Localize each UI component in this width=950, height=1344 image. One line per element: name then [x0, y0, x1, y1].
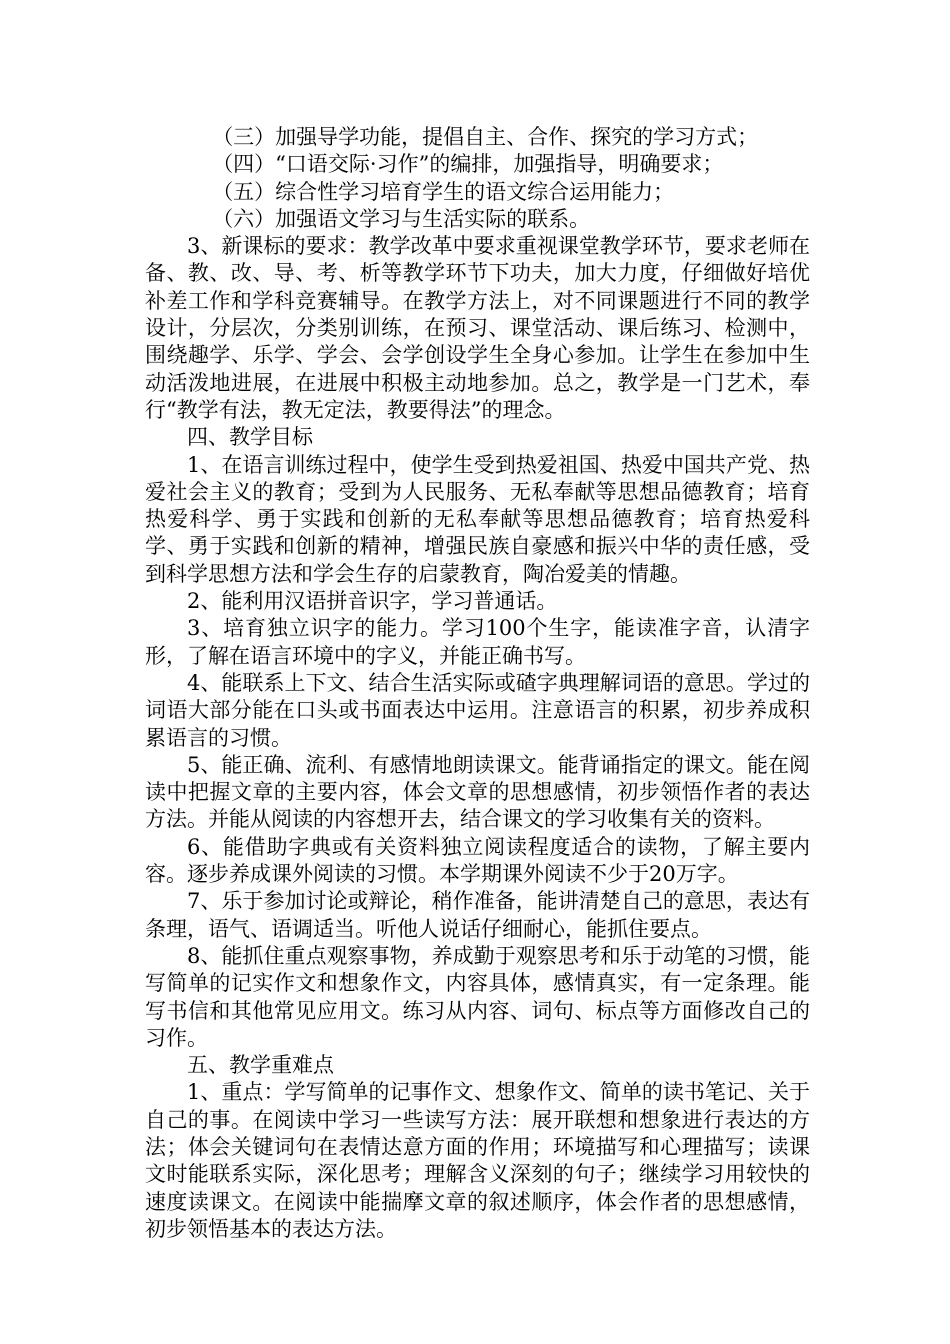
- goal-item-3: 3、培育独立识字的能力。学习100个生字，能读准字音，认清字形，了解在语言环境中的字义，并能正确书写。: [145, 616, 810, 668]
- goal-item-6: 6、能借助字典或有关资料独立阅读程度适合的读物，了解主要内容。逐步养成课外阅读的习惯。本学期课外阅读不少于20万字。: [145, 834, 810, 887]
- goal-item-2: 2、能利用汉语拼音识字，学习普通话。: [187, 589, 558, 614]
- key-point-item-1: 1、重点：学写简单的记事作文、想象作文、简单的读书笔记、关于自己的事。在阅读中学习一些读写方法：展开联想和想象进行表达的方法；体会关键词句在表情达意方面的作用；环境描写和心理描写；读课文时能联系实际，深化思考；理解含义深刻的句子；继续学习用较快的速度读课文。在阅读中能揣摩文章的叙述顺序，体会作者的思想感情，初步领悟基本的表达方法。: [145, 1080, 810, 1241]
- list-item-4: （四）“口语交际·习作”的编排，加强指导，明确要求；: [212, 152, 724, 177]
- goal-item-5: 5、能正确、流利、有感情地朗读课文。能背诵指定的课文。能在阅读中把握文章的主要内容，体会文章的思想感情，初步领悟作者的表达方法。并能从阅读的内容想开去，结合课文的学习收集有关的资料。: [145, 752, 810, 832]
- document-body: [145, 124, 810, 1243]
- list-item-5: （五）综合性学习培育学生的语文综合运用能力；: [212, 179, 675, 204]
- goal-item-7: 7、乐于参加讨论或辩论，稍作准备，能讲清楚自己的意思，表达有条理，语气、语调适当。听他人说话仔细耐心，能抓住要点。: [145, 889, 810, 941]
- goal-item-1: 1、在语言训练过程中，使学生受到热爱祖国、热爱中国共产党、热爱社会主义的教育；受到为人民服务、无私奉献等思想品德教育；培育热爱科学、勇于实践和创新的无私奉献等思想品德教育；培育热爱科学、勇于实践和创新的精神，增强民族自豪感和振兴中华的责任感，受到科学思想方法和学会生存的启蒙教育，陶冶爱美的情趣。: [145, 452, 810, 586]
- list-item-3: （三）加强导学功能，提倡自主、合作、探究的学习方式；: [212, 125, 759, 149]
- goal-item-8: 8、能抓住重点观察事物，养成勤于观察思考和乐于动笔的习惯，能写简单的记实作文和想象作文，内容具体，感情真实，有一定条理。能写书信和其他常见应用文。练习从内容、词句、标点等方面修改自己的习作。: [145, 943, 810, 1050]
- section-heading-key-points: 五、教学重难点: [187, 1053, 334, 1078]
- section-heading-teaching-goals: 四、教学目标: [187, 425, 313, 450]
- paragraph-new-curriculum: 3、新课标的要求：教学改革中要求重视课堂教学环节，要求老师在备、教、改、导、考、析等教学环节下功夫，加大力度，仔细做好培优补差工作和学科竞赛辅导。在教学方法上，对不同课题进行不同的教学设计，分层次，分类别训练，在预习、课堂活动、课后练习、检测中，围绕趣学、乐学、学会、会学创设学生全身心参加。让学生在参加中生动活泼地进展，在进展中积极主动地参加。总之，教学是一门艺术，奉行“教学有法，教无定法，教要得法”的理念。: [145, 234, 810, 422]
- goal-item-4: 4、能联系上下文、结合生活实际或碴字典理解词语的意思。学过的词语大部分能在口头或书面表达中运用。注意语言的积累，初步养成积累语言的习惯。: [145, 670, 810, 750]
- list-item-6: （六）加强语文学习与生活实际的联系。: [212, 206, 591, 231]
